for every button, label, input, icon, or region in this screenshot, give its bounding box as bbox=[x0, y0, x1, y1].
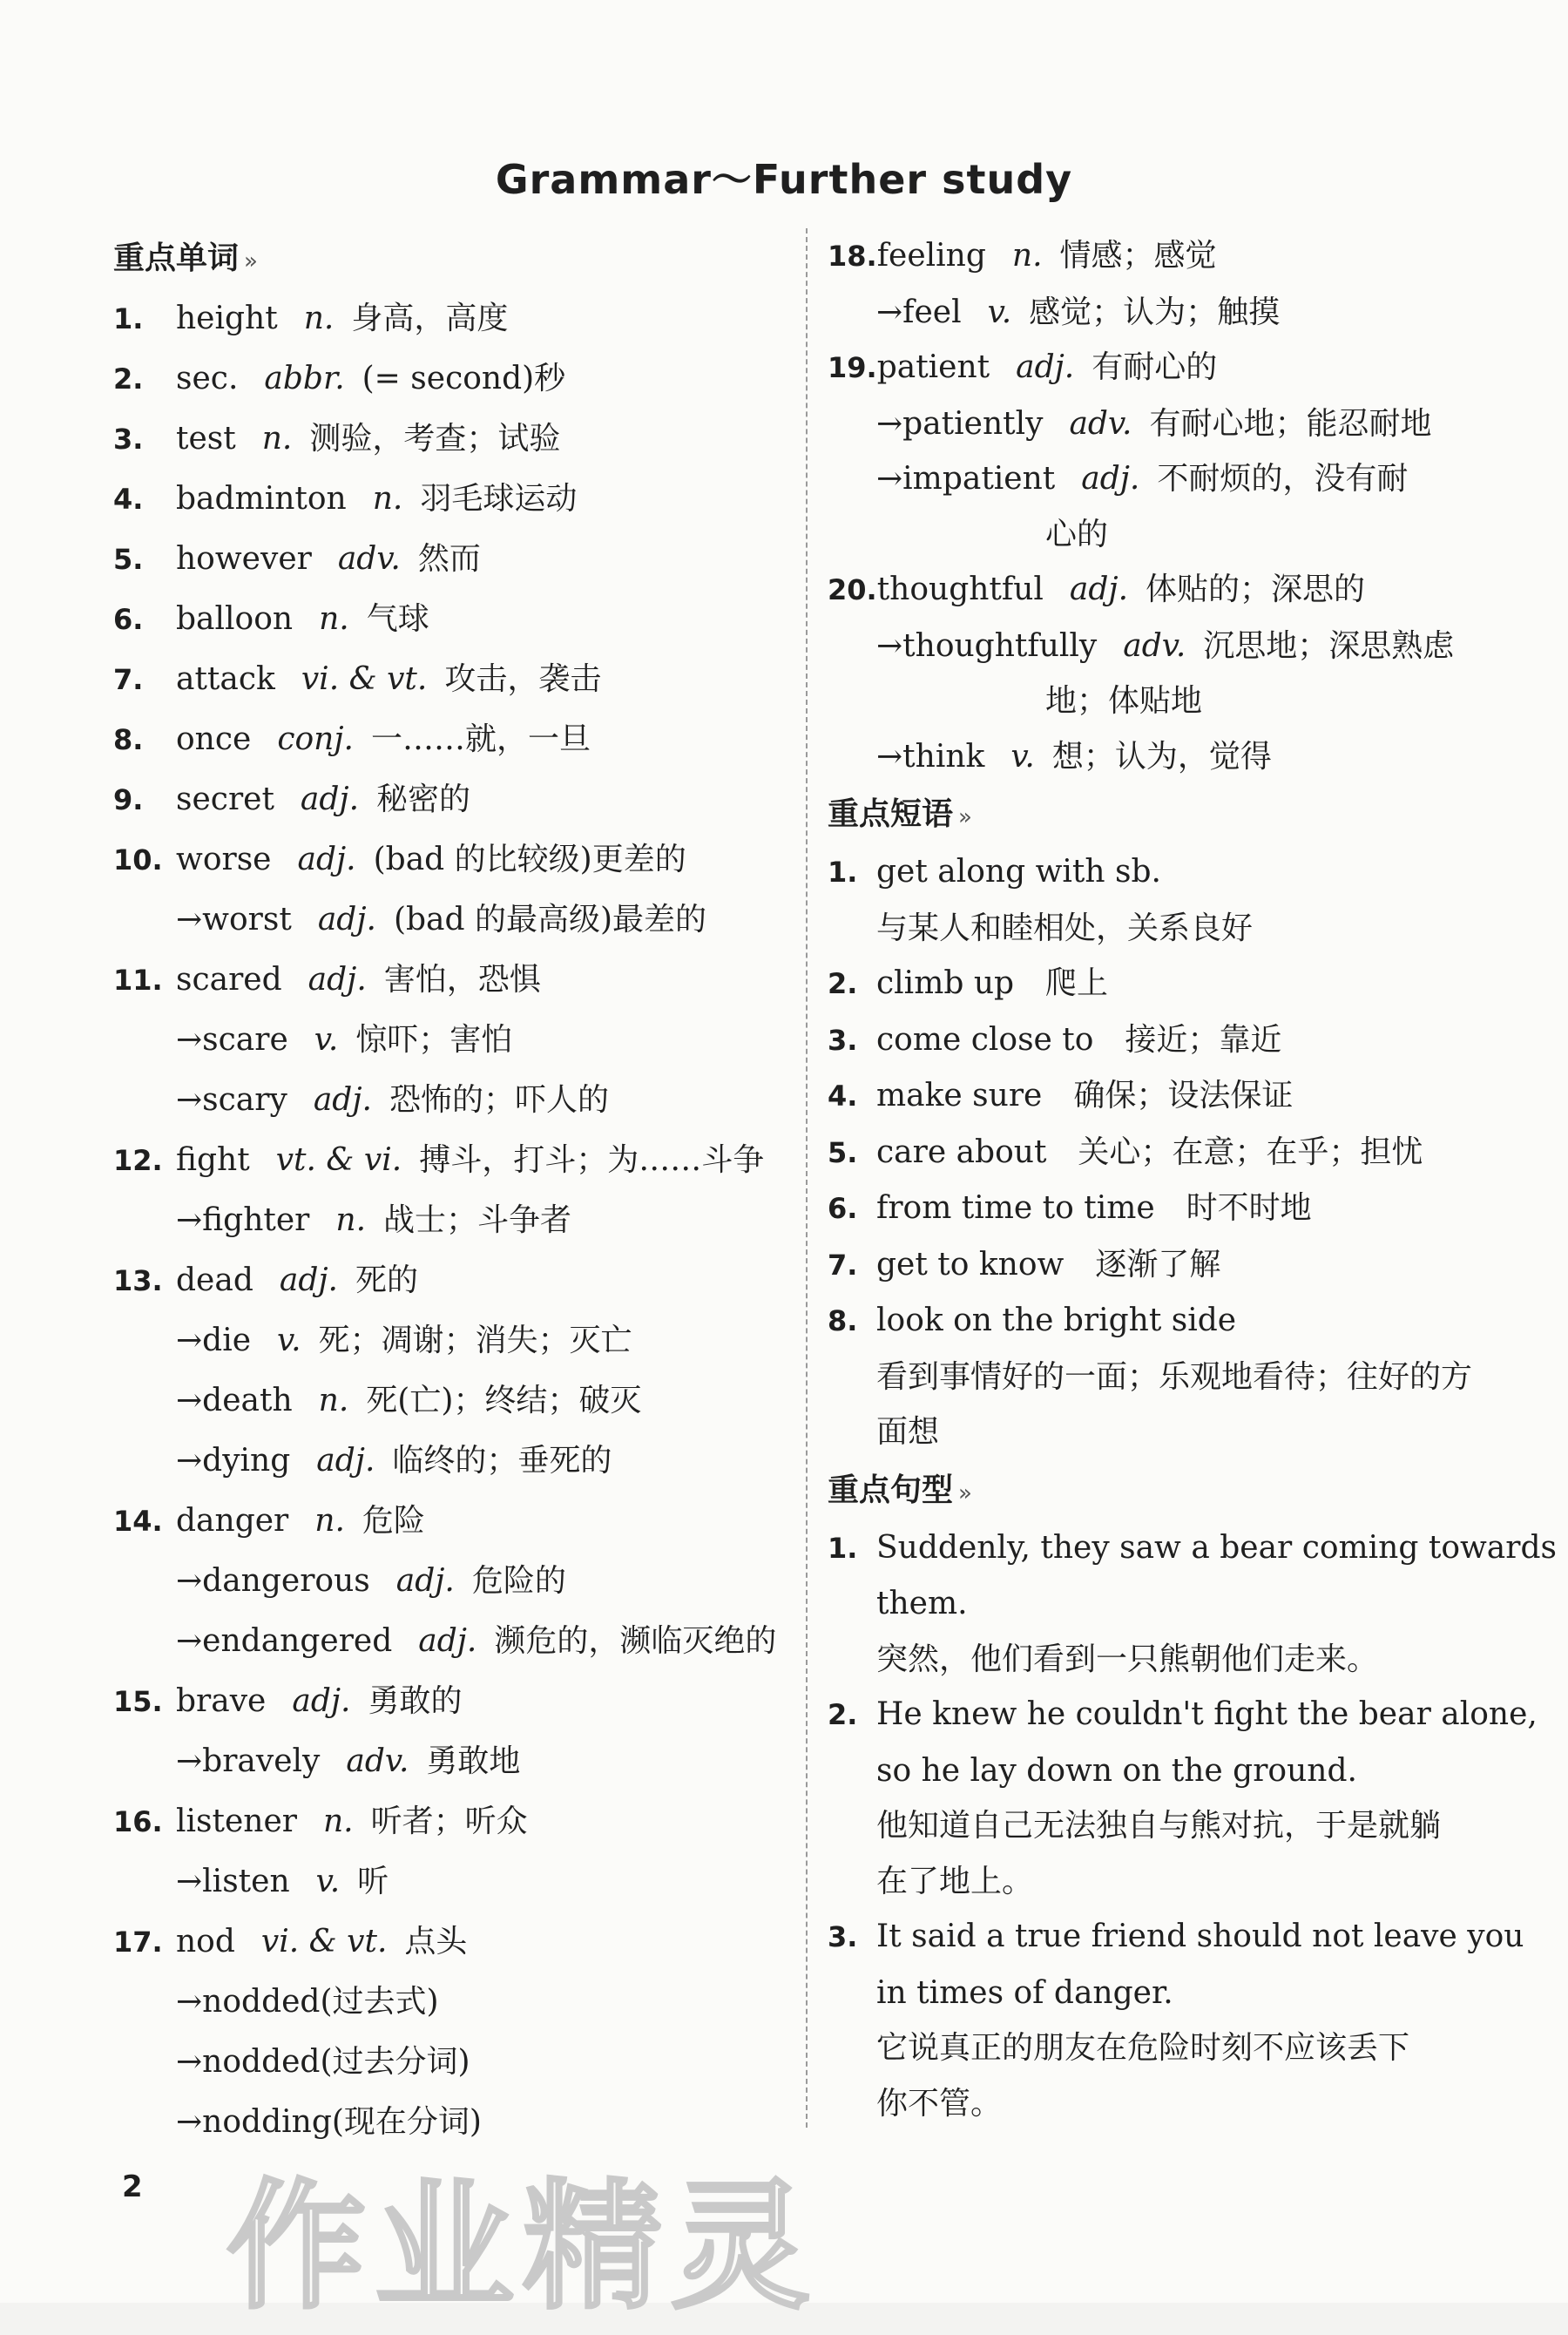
phrase-entry bbox=[828, 1012, 1516, 1069]
entry-word: →patiently bbox=[876, 405, 1044, 442]
entry-number: 20. bbox=[828, 573, 877, 606]
entry-word: test bbox=[176, 421, 236, 457]
entry-word: →feel bbox=[876, 294, 962, 330]
entry-number: 2. bbox=[113, 362, 144, 396]
sentence-list bbox=[828, 1520, 1557, 2132]
word-entry bbox=[113, 349, 801, 409]
entry-word: secret bbox=[176, 782, 274, 817]
word-entry bbox=[113, 1671, 801, 1731]
entry-number: 8. bbox=[113, 723, 144, 756]
entry-meaning: 惊吓；害怕 bbox=[355, 1022, 513, 1058]
entry-text: 看到事情好的一面；乐观地看待；往好的方 bbox=[876, 1358, 1473, 1395]
entry-meaning: 死(亡)；终结；破灭 bbox=[366, 1383, 642, 1418]
entry-word: →death bbox=[176, 1383, 293, 1418]
entry-number: 3. bbox=[828, 1023, 858, 1057]
entry-part-of-speech: adv. bbox=[1069, 405, 1132, 442]
entry-text: 在了地上。 bbox=[876, 1863, 1034, 1899]
entry-part-of-speech: abbr. bbox=[264, 361, 345, 396]
word-entry bbox=[828, 673, 1516, 729]
entry-number: 2. bbox=[828, 1698, 858, 1731]
entry-part-of-speech: n. bbox=[1011, 238, 1043, 274]
entry-meaning: 感觉；认为；触摸 bbox=[1029, 294, 1281, 330]
word-entry bbox=[113, 1551, 801, 1611]
entry-part-of-speech: adj. bbox=[1016, 349, 1075, 385]
entry-part-of-speech: adj. bbox=[316, 1443, 375, 1479]
sentence-entry bbox=[828, 1854, 1516, 1910]
word-entry bbox=[828, 285, 1516, 341]
word-entry bbox=[113, 1250, 801, 1310]
word-entry bbox=[113, 769, 801, 829]
word-entry bbox=[113, 950, 801, 1010]
sentence-entry bbox=[828, 1520, 1557, 1577]
entry-meaning: 死的 bbox=[355, 1262, 418, 1298]
section-heading-phrases bbox=[828, 784, 1516, 844]
entry-meaning: 攻击，袭击 bbox=[444, 661, 602, 697]
entry-text: come close to 接近；靠近 bbox=[876, 1021, 1282, 1058]
entry-text: He knew he couldn't fight the bear alone, bbox=[876, 1696, 1538, 1732]
entry-meaning: 不耐烦的，没有耐 bbox=[1157, 461, 1409, 497]
entry-number: 10. bbox=[113, 843, 163, 876]
entry-word: →fighter bbox=[176, 1202, 310, 1238]
entry-part-of-speech: adj. bbox=[292, 1683, 351, 1719]
entry-meaning: 听 bbox=[357, 1864, 389, 1899]
word-entry bbox=[113, 1310, 801, 1371]
phrase-entry bbox=[828, 1068, 1516, 1125]
word-entry bbox=[828, 619, 1516, 674]
entry-word: attack bbox=[176, 661, 275, 697]
entry-meaning: 危险 bbox=[362, 1503, 425, 1539]
entry-number: 6. bbox=[828, 1192, 858, 1225]
entry-text: climb up 爬上 bbox=[876, 965, 1109, 1001]
entry-part-of-speech: adj. bbox=[279, 1262, 338, 1298]
entry-word: →bravely bbox=[176, 1743, 321, 1779]
word-entry bbox=[113, 1791, 801, 1851]
word-entry bbox=[828, 729, 1516, 785]
chevron-icon: » bbox=[958, 1479, 972, 1506]
entry-meaning: 情感；感觉 bbox=[1059, 238, 1217, 274]
entry-meaning: 测验，考查；试验 bbox=[309, 421, 561, 457]
entry-meaning: (bad 的比较级)更差的 bbox=[373, 842, 686, 877]
entry-number: 3. bbox=[113, 423, 144, 456]
entry-number: 1. bbox=[828, 856, 858, 889]
column-divider bbox=[806, 228, 808, 2128]
entry-text: so he lay down on the ground. bbox=[876, 1752, 1357, 1789]
word-entry bbox=[113, 1010, 801, 1070]
entry-meaning: 恐怖的；吓人的 bbox=[389, 1082, 609, 1118]
entry-text: 你不管。 bbox=[876, 2085, 1003, 2122]
section-label: 重点句型 bbox=[828, 1472, 954, 1508]
entry-part-of-speech: v. bbox=[1010, 738, 1035, 775]
word-entry bbox=[113, 1130, 801, 1190]
entry-part-of-speech: v. bbox=[987, 294, 1012, 330]
entry-meaning: 危险的 bbox=[471, 1563, 566, 1599]
entry-word: however bbox=[176, 541, 312, 577]
entry-part-of-speech: n. bbox=[261, 421, 293, 457]
phrase-entry bbox=[828, 1404, 1516, 1460]
sentence-entry bbox=[828, 2020, 1516, 2076]
entry-meaning: 心的 bbox=[1045, 516, 1109, 552]
entry-part-of-speech: n. bbox=[319, 601, 349, 637]
entry-word: brave bbox=[176, 1683, 267, 1719]
entry-meaning: 搏斗，打斗；为……斗争 bbox=[419, 1142, 765, 1178]
entry-word: →scary bbox=[176, 1082, 287, 1118]
phrase-entry bbox=[828, 1125, 1516, 1181]
entry-text: 突然，他们看到一只熊朝他们走来。 bbox=[876, 1641, 1379, 1677]
watermark: 作业精灵 bbox=[226, 2165, 820, 2328]
entry-number: 3. bbox=[828, 1920, 858, 1953]
entry-part-of-speech: adj. bbox=[308, 962, 367, 998]
entry-text: from time to time 时不时地 bbox=[876, 1190, 1312, 1226]
left-column bbox=[113, 228, 801, 2152]
word-entry bbox=[828, 396, 1516, 452]
chevron-icon: » bbox=[958, 804, 972, 830]
entry-meaning: 害怕，恐惧 bbox=[383, 962, 541, 998]
entry-text: them. bbox=[876, 1586, 968, 1621]
phrase-entry bbox=[828, 901, 1516, 957]
sentence-entry bbox=[828, 1909, 1524, 1966]
entry-number: 6. bbox=[113, 603, 144, 636]
entry-part-of-speech: adv. bbox=[1123, 627, 1186, 664]
entry-text: It said a true friend should not leave you bbox=[876, 1919, 1524, 1954]
entry-number: 19. bbox=[828, 351, 877, 384]
word-entry bbox=[113, 1431, 801, 1491]
entry-word: →nodded(过去分词) bbox=[176, 2044, 470, 2080]
chevron-icon: » bbox=[244, 248, 258, 274]
entry-number: 17. bbox=[113, 1926, 163, 1959]
entry-part-of-speech: n. bbox=[335, 1202, 367, 1238]
entry-word: nod bbox=[176, 1924, 235, 1959]
entry-meaning: 气球 bbox=[366, 601, 429, 637]
word-entry bbox=[828, 507, 1516, 563]
entry-meaning: 勇敢地 bbox=[426, 1743, 521, 1779]
entry-part-of-speech: n. bbox=[314, 1503, 345, 1539]
sentence-entry bbox=[828, 1743, 1516, 1799]
entry-part-of-speech: adv. bbox=[337, 541, 401, 577]
entry-part-of-speech: adj. bbox=[395, 1563, 455, 1599]
entry-part-of-speech: vt. & vi. bbox=[275, 1142, 402, 1178]
word-entry bbox=[113, 1731, 801, 1791]
sentence-entry bbox=[828, 1687, 1538, 1743]
entry-text: get along with sb. bbox=[876, 854, 1161, 890]
page-number: 2 bbox=[122, 2169, 143, 2204]
entry-meaning: 沉思地；深思熟虑 bbox=[1203, 627, 1455, 664]
entry-text: 面想 bbox=[876, 1414, 940, 1450]
entry-word: →nodding(现在分词) bbox=[176, 2104, 482, 2140]
entry-word: badminton bbox=[176, 481, 347, 517]
word-list-left bbox=[113, 288, 801, 2152]
word-entry bbox=[113, 890, 801, 950]
sentence-entry bbox=[828, 1632, 1516, 1688]
word-entry bbox=[113, 288, 801, 349]
entry-part-of-speech: adj. bbox=[297, 842, 356, 877]
word-entry bbox=[113, 409, 801, 469]
entry-part-of-speech: vi. & vt. bbox=[260, 1924, 388, 1959]
entry-part-of-speech: n. bbox=[318, 1383, 349, 1418]
sentence-entry bbox=[828, 2076, 1516, 2132]
entry-meaning: 有耐心的 bbox=[1092, 349, 1218, 385]
entry-number: 16. bbox=[113, 1805, 163, 1838]
word-entry bbox=[113, 709, 801, 769]
entry-part-of-speech: adj. bbox=[313, 1082, 372, 1118]
word-entry bbox=[113, 1371, 801, 1431]
word-entry bbox=[113, 1190, 801, 1250]
entry-text: 他知道自己无法独自与熊对抗，于是就躺 bbox=[876, 1808, 1442, 1844]
entry-number: 12. bbox=[113, 1144, 163, 1177]
entry-text: 与某人和睦相处，关系良好 bbox=[876, 910, 1254, 946]
entry-meaning: 战士；斗争者 bbox=[383, 1202, 572, 1238]
entry-part-of-speech: adj. bbox=[1069, 572, 1129, 607]
entry-word: thoughtful bbox=[876, 572, 1044, 607]
word-entry bbox=[113, 829, 801, 890]
sentence-entry bbox=[828, 1576, 1516, 1632]
entry-part-of-speech: adj. bbox=[317, 902, 376, 937]
section-label: 重点单词 bbox=[113, 240, 240, 276]
entry-text: in times of danger. bbox=[876, 1974, 1173, 2011]
entry-meaning: 死；凋谢；消失；灭亡 bbox=[318, 1323, 632, 1358]
word-entry bbox=[113, 2032, 801, 2092]
entry-number: 1. bbox=[113, 302, 144, 335]
entry-text: care about 关心；在意；在乎；担忧 bbox=[876, 1134, 1423, 1170]
entry-number: 9. bbox=[113, 783, 144, 816]
entry-text: Suddenly, they saw a bear coming towards bbox=[876, 1529, 1557, 1566]
entry-part-of-speech: adj. bbox=[300, 782, 360, 817]
phrase-entry bbox=[828, 956, 1516, 1012]
entry-word: →die bbox=[176, 1323, 252, 1358]
entry-meaning: 羽毛球运动 bbox=[420, 481, 578, 517]
entry-meaning: 身高，高度 bbox=[351, 301, 509, 336]
section-label: 重点短语 bbox=[828, 796, 954, 832]
word-entry bbox=[828, 451, 1516, 507]
word-entry bbox=[828, 562, 1516, 619]
entry-number: 5. bbox=[828, 1135, 858, 1169]
entry-number: 1. bbox=[828, 1531, 858, 1565]
word-entry bbox=[828, 340, 1516, 396]
entry-number: 4. bbox=[828, 1080, 858, 1113]
entry-word: once bbox=[176, 721, 252, 757]
entry-word: →nodded(过去式) bbox=[176, 1984, 439, 2020]
entry-number: 13. bbox=[113, 1264, 163, 1297]
entry-text: look on the bright side bbox=[876, 1303, 1237, 1338]
entry-word: fight bbox=[176, 1142, 250, 1178]
entry-part-of-speech: adj. bbox=[418, 1623, 477, 1659]
entry-word: →endangered bbox=[176, 1623, 393, 1659]
entry-number: 18. bbox=[828, 240, 877, 273]
entry-word: patient bbox=[876, 349, 990, 385]
word-entry bbox=[113, 469, 801, 529]
entry-part-of-speech: n. bbox=[303, 301, 335, 336]
entry-word: height bbox=[176, 301, 278, 336]
entry-word: sec. bbox=[176, 361, 239, 396]
entry-text: make sure 确保；设法保证 bbox=[876, 1078, 1294, 1113]
word-entry bbox=[113, 529, 801, 589]
entry-word: →worst bbox=[176, 902, 292, 937]
entry-meaning: 想；认为，觉得 bbox=[1051, 738, 1272, 775]
entry-part-of-speech: n. bbox=[372, 481, 403, 517]
phrase-list bbox=[828, 844, 1516, 1460]
entry-part-of-speech: adj. bbox=[1081, 461, 1140, 497]
word-entry bbox=[113, 1070, 801, 1130]
entry-part-of-speech: v. bbox=[277, 1323, 301, 1358]
entry-number: 14. bbox=[113, 1505, 163, 1538]
entry-word: dead bbox=[176, 1262, 253, 1298]
section-heading-words bbox=[113, 228, 801, 288]
right-column bbox=[828, 228, 1557, 2131]
entry-word: listener bbox=[176, 1804, 297, 1839]
entry-meaning: 勇敢的 bbox=[368, 1683, 463, 1719]
entry-word: balloon bbox=[176, 601, 294, 637]
entry-number: 7. bbox=[113, 663, 144, 696]
entry-number: 4. bbox=[113, 483, 144, 516]
entry-meaning: 点头 bbox=[404, 1924, 468, 1959]
entry-word: →think bbox=[876, 738, 985, 775]
section-heading-sentences bbox=[828, 1460, 1516, 1520]
sentence-entry bbox=[828, 1966, 1516, 2021]
entry-number: 11. bbox=[113, 964, 163, 997]
word-entry bbox=[113, 649, 801, 709]
entry-number: 7. bbox=[828, 1248, 858, 1282]
entry-word: feeling bbox=[876, 238, 986, 274]
entry-meaning: 一……就，一旦 bbox=[370, 721, 591, 757]
phrase-entry bbox=[828, 1181, 1516, 1237]
entry-part-of-speech: n. bbox=[322, 1804, 354, 1839]
entry-part-of-speech: conj. bbox=[277, 721, 354, 757]
entry-meaning: 听者；听众 bbox=[370, 1804, 528, 1839]
sentence-entry bbox=[828, 1798, 1516, 1854]
entry-word: →impatient bbox=[876, 461, 1056, 497]
entry-part-of-speech: v. bbox=[315, 1864, 341, 1899]
entry-meaning: 地；体贴地 bbox=[1045, 683, 1203, 719]
entry-word: →scare bbox=[176, 1022, 288, 1058]
entry-meaning: 然而 bbox=[417, 541, 481, 577]
entry-word: →dangerous bbox=[176, 1563, 370, 1599]
phrase-entry bbox=[828, 844, 1516, 901]
word-entry bbox=[828, 228, 1516, 285]
entry-meaning: (= second)秒 bbox=[362, 361, 566, 396]
entry-word: →thoughtfully bbox=[876, 627, 1098, 664]
word-entry bbox=[113, 1491, 801, 1551]
entry-word: danger bbox=[176, 1503, 289, 1539]
entry-part-of-speech: v. bbox=[314, 1022, 339, 1058]
word-entry bbox=[113, 1912, 801, 1972]
phrase-entry bbox=[828, 1237, 1516, 1294]
entry-number: 5. bbox=[113, 543, 144, 576]
phrase-entry bbox=[828, 1293, 1516, 1350]
entry-meaning: (bad 的最高级)最差的 bbox=[393, 902, 707, 937]
page-title: Grammar～Further study bbox=[495, 156, 1073, 203]
entry-meaning: 有耐心地；能忍耐地 bbox=[1149, 405, 1432, 442]
entry-word: worse bbox=[176, 842, 272, 877]
entry-text: get to know 逐渐了解 bbox=[876, 1246, 1221, 1283]
entry-word: →dying bbox=[176, 1443, 291, 1479]
entry-number: 2. bbox=[828, 967, 858, 1000]
entry-part-of-speech: adv. bbox=[346, 1743, 409, 1779]
entry-meaning: 临终的；垂死的 bbox=[392, 1443, 612, 1479]
entry-word: scared bbox=[176, 962, 282, 998]
entry-word: →listen bbox=[176, 1864, 290, 1899]
word-entry bbox=[113, 1851, 801, 1912]
word-entry bbox=[113, 1972, 801, 2032]
entry-number: 8. bbox=[828, 1304, 858, 1337]
phrase-entry bbox=[828, 1350, 1516, 1405]
entry-text: 它说真正的朋友在危险时刻不应该丢下 bbox=[876, 2030, 1410, 2066]
entry-meaning: 体贴的；深思的 bbox=[1146, 572, 1366, 607]
entry-meaning: 秘密的 bbox=[376, 782, 471, 817]
word-entry bbox=[113, 1611, 801, 1671]
entry-part-of-speech: vi. & vt. bbox=[301, 661, 428, 697]
word-entry bbox=[113, 589, 801, 649]
entry-number: 15. bbox=[113, 1685, 163, 1718]
entry-meaning: 濒危的，濒临灭绝的 bbox=[494, 1623, 777, 1659]
word-list-right bbox=[828, 228, 1516, 784]
